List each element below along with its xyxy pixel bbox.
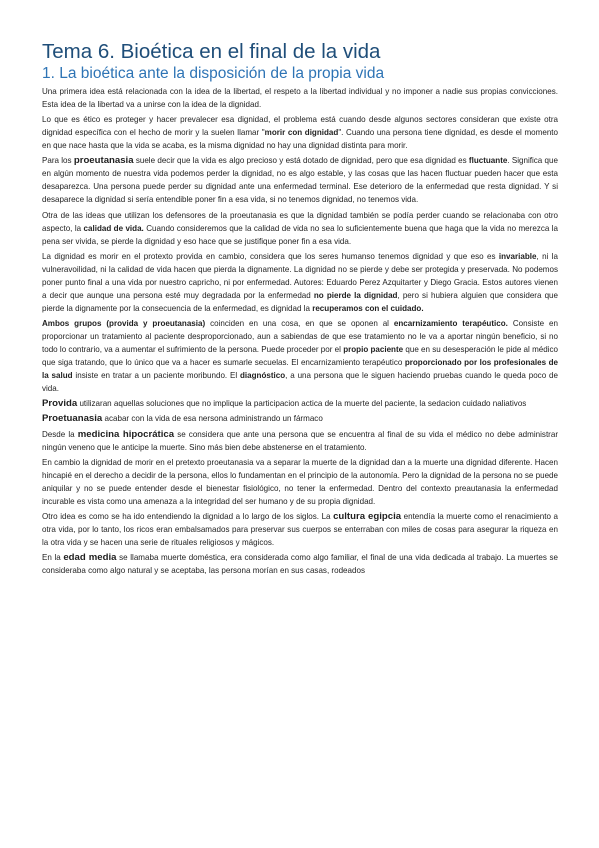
- bold-text: proporcionado por los profesionales de la salud: [42, 357, 558, 380]
- bold-text: proeutanasia: [73, 155, 134, 167]
- paragraph: [42, 250, 558, 315]
- text-run: , a una persona que le siguen haciendo pruebas cuando le queda poco de vida.: [42, 370, 558, 393]
- bold-text: fluctuante: [468, 156, 508, 166]
- text-run: ". Cuando una persona tiene dignidad, es desde el momento en que nace hasta que la vida se acaba, es la misma dignidad no hay una dignidad distinta para morir.: [42, 128, 559, 151]
- text-run: que en su desesperación le pide al médico que siga tratando, que lo único que va a hacer es sumarle secuelas. El encarnizamiento terapéutico: [42, 344, 559, 367]
- text-run: utilizaran aquellas soluciones que no implique la participacion actica de la muerte del paciente, la sedacion cuidado naliativos: [77, 399, 527, 409]
- text-run: se llamaba muerte doméstica, era considerada como algo familiar, el final de una vida dedicada al trabajo. La muertes se consideraba como algo natural y se aceptaba, las persona morían en sus casas, rodeados: [42, 553, 558, 576]
- paragraph: [42, 85, 558, 111]
- bold-text: recuperamos con el cuidado.: [312, 303, 424, 313]
- bold-text: encarnizamiento terapéutico.: [393, 318, 508, 328]
- text-run: Desde la: [42, 429, 78, 439]
- paragraph: [42, 154, 558, 206]
- text-run: entendía la muerte como el renacimiento a otra vida, por lo tanto, los ricos eran embalsamados para preservar sus cuerpos se enterraban con miles de cosas para asegurar la riqueza en la otra vida y se hacen una serie de rituales religiosos y mágicos.: [42, 511, 558, 547]
- bold-text: cultura egipcia: [333, 510, 402, 522]
- text-run: , pero si hubiera alguien que considera que pierde la dignamente por la consecuencia de la enfermedad, es dignidad la: [42, 290, 559, 313]
- paragraph: [42, 551, 558, 577]
- section-heading: 1. La bioética ante la disposición de la propia vida: [42, 65, 385, 82]
- paragraph: [42, 397, 558, 410]
- text-run: Otro idea es como se ha ido entendiendo la dignidad a lo largo de los siglos. La: [42, 511, 334, 521]
- text-run: , ni la vulneravoilidad, ni la calidad de vida hacen que pierda la dignamente. La dignidad no se pierde y debe ser protegida y preservada. No podemos poner punto final a una vida por nuestro capricho, ni por enfermedad. Autores: Eduardo Perez Azquitarter y Diego Gracia. Estos autores vienen a decir que aunque una persona esté muy degradada por la enfermedad: [42, 251, 559, 300]
- text-run: coinciden en una cosa, en que se oponen al: [205, 318, 394, 328]
- bold-text: Proetuanasia: [42, 413, 103, 425]
- text-run: Para los: [42, 156, 74, 166]
- paragraph: [42, 428, 558, 454]
- text-run: suele decir que la vida es algo precioso y está dotado de dignidad, pero que esa dignidad es: [133, 156, 469, 166]
- paragraph: [42, 456, 558, 508]
- page-title: Tema 6. Bioética en el final de la vida: [42, 40, 381, 63]
- document-page: [42, 40, 558, 579]
- text-run: Cuando consideremos que la calidad de vida no sea lo suficientemente buena que haga que la vida no merezca la pena ser vivida, se pierde la dignidad y eso hace que se justifique poner fin a esa vida.: [42, 223, 558, 246]
- paragraph: [42, 113, 558, 152]
- bold-text: invariable: [498, 251, 537, 261]
- text-run: . Significa que en algún momento de nuestra vida podemos perder la dignidad, no es algo estable, y las cosas que las hacen fluctuar pueden hacer que esta desaparezca. Una persona puede perder su dignidad ante una enfermedad terminal. Ese deterioro de la enfermedad que resta dignidad. Y si desaparece la dignidad si sería entendible poner fin a esa vida, si no tenemos dignidad, no tenemos vida.: [42, 156, 558, 205]
- text-run: La dignidad es morir en el protexto provida en cambio, considera que los seres humanso tenemos dignidad y que eso es: [42, 251, 499, 261]
- text-run: acabar con la vida de esa nersona administrando un fármaco: [102, 414, 323, 424]
- text-run: insiste en tratar a un paciente moribundo. El: [72, 370, 241, 380]
- paragraph: [42, 209, 558, 248]
- text-run: Lo que es ético es proteger y hacer prevalecer esa dignidad, el problema está cuando desde algunos sectores consideran que existe otra dignidad específica con el hecho de morir y la suelen llamar ": [42, 115, 558, 138]
- bold-text: no pierde la dignidad: [313, 290, 398, 300]
- text-run: En la: [42, 553, 64, 563]
- bold-text: edad media: [63, 552, 117, 564]
- paragraph: [42, 412, 558, 425]
- text-run: Otra de las ideas que utilizan los defensores de la proeutanasia es que la dignidad también se podía perder cuando se relacionaba con otro aspecto, la: [42, 210, 558, 233]
- bold-text: Provida: [42, 398, 78, 410]
- bold-text: morir con dignidad: [264, 128, 339, 138]
- text-run: se considera que ante una persona que se encuentra al final de su vida el médico no debe administrar ningún veneno que le anticipe la muerte. Sino más bien debe abstenerse en el tratamiento.: [42, 429, 559, 452]
- text-run: En cambio la dignidad de morir en el pretexto proeutanasia va a separar la muerte de la dignidad dan a la muerte una dignidad diferente. Hacen hincapié en el derecho a decidir de la persona, ellos lo fundamentan en el principio de la autonomía. Pero la dignidad de la persona no se puede aniquilar y no se puede entender desde el bienestar fisiológico, no tener la enfermedad. Dentro del contexto preautanasia la enfermedad incurable es vista como una amenaza a la integridad del ser humano y de su propia dignidad.: [42, 457, 558, 506]
- text-run: Consiste en proporcionar un tratamiento al paciente desproporcionado, aun a sabiendas de que ese tratamiento no le va a aportar ningún beneficio, si no todo lo contrario, va a aumentar el sufrimiento de la persona. Puede proceder por el: [42, 318, 558, 354]
- bold-text: diagnóstico: [240, 370, 286, 380]
- bold-text: medicina hipocrática: [77, 428, 175, 440]
- paragraph: [42, 510, 558, 549]
- bold-text: propio paciente: [343, 344, 404, 354]
- bold-text: Ambos grupos (provida y proeutanasia): [42, 318, 206, 328]
- text-run: Una primera idea está relacionada con la idea de la libertad, el respeto a la libertad individual y no imponer a nadie sus propias convicciones. Esta idea de la libertad va a unirse con la idea de la dignidad.: [42, 87, 558, 109]
- paragraph: [42, 317, 558, 395]
- document-body: [42, 85, 558, 577]
- bold-text: calidad de vida.: [83, 223, 144, 233]
